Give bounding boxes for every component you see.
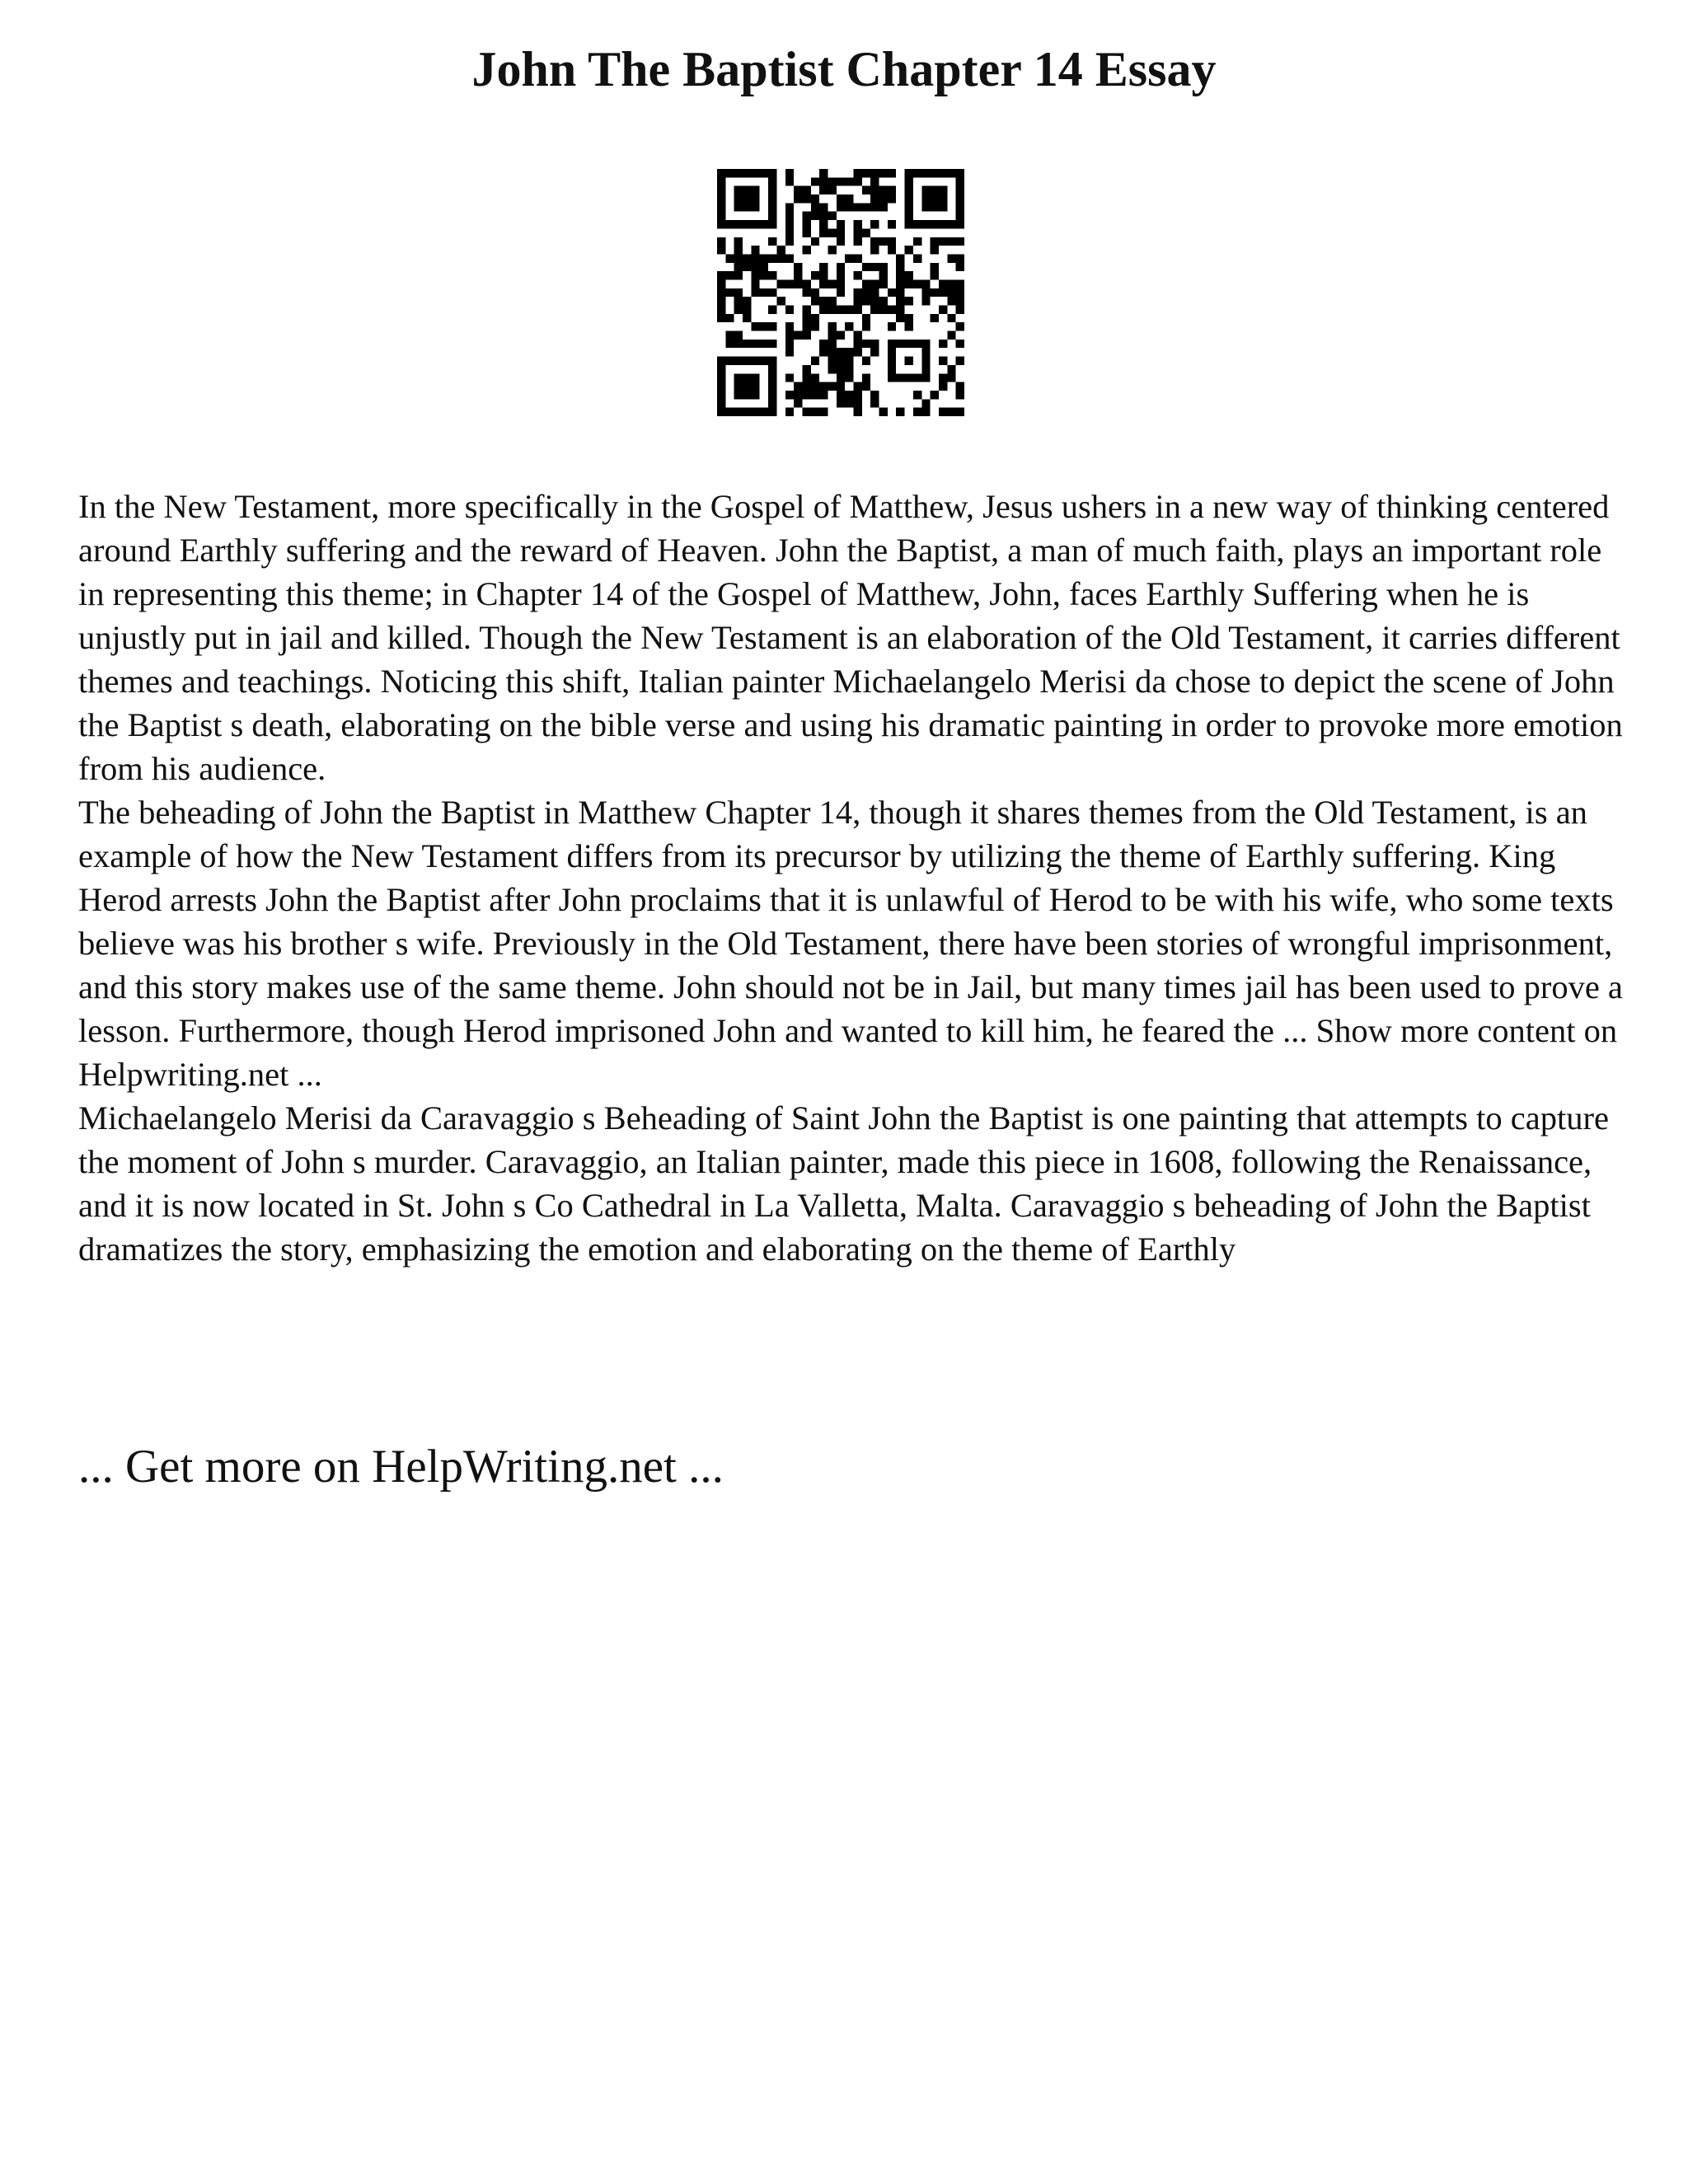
- essay-body: [78, 485, 1628, 1271]
- qr-code-icon: [717, 169, 964, 416]
- paragraph: In the New Testament, more specifically in the Gospel of Matthew, Jesus ushers in a new way of thinking centered around Earthly suffering and the reward of Heaven. John the Baptist, a man of much faith, plays an important role in representing this theme; in Chapter 14 of the Gospel of Matthew, John, faces Earthly Suffering when he is unjustly put in jail and killed. Though the New Testament is an elaboration of the Old Testament, it carries different themes and teachings. Noticing this shift, Italian painter Michaelangelo Merisi da chose to depict the scene of John the Baptist s death, elaborating on the bible verse and using his dramatic painting in order to provoke more emotion from his audience.: [78, 488, 1623, 787]
- paragraph: Michaelangelo Merisi da Caravaggio s Beheading of Saint John the Baptist is one painting that attempts to capture the moment of John s murder. Caravaggio, an Italian painter, made this piece in 1608, following the Renaissance, and it is now located in St. John s Co Cathedral in La Valletta, Malta. Caravaggio s beheading of John the Baptist dramatizes the story, emphasizing the emotion and elaborating on the theme of Earthly: [78, 1099, 1609, 1268]
- get-more-link[interactable]: ... Get more on HelpWriting.net ...: [78, 1441, 724, 1493]
- document-title: John The Baptist Chapter 14 Essay: [471, 42, 1217, 96]
- paragraph: The beheading of John the Baptist in Matthew Chapter 14, though it shares themes from the Old Testament, is an example of how the New Testament differs from its precursor by utilizing the theme of Earthly suffering. King Herod arrests John the Baptist after John proclaims that it is unlawful of Herod to be with his wife, who some texts believe was his brother s wife. Previously in the Old Testament, there have been stories of wrongful imprisonment, and this story makes use of the same theme. John should not be in Jail, but many times jail has been used to prove a lesson. Furthermore, though Herod imprisoned John and wanted to kill him, he feared the ... Show more content on Helpwriting.net ...: [78, 794, 1623, 1093]
